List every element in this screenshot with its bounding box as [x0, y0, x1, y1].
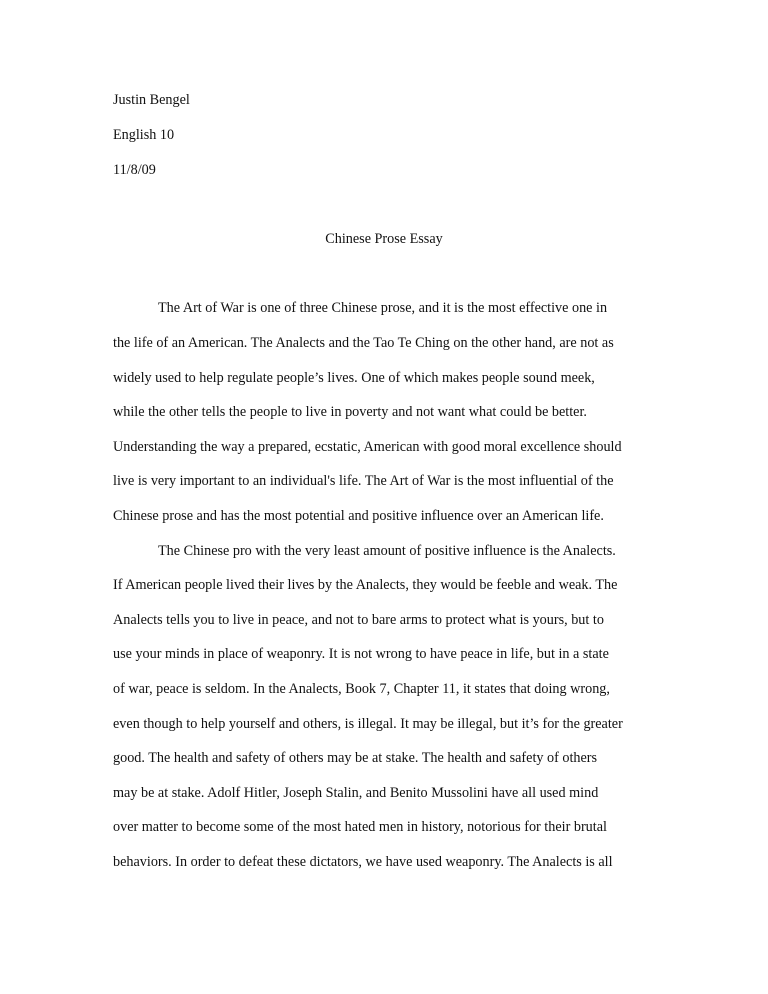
paragraph-1-line-7: Chinese prose and has the most potential and positive influence over an American life. — [113, 508, 604, 524]
paragraph-1-line-4: while the other tells the people to live in poverty and not want what could be better. — [113, 404, 587, 420]
paragraph-2-line-9: over matter to become some of the most hated men in history, notorious for their brutal — [113, 819, 607, 835]
paragraph-2-line-1: The Chinese pro with the very least amount of positive influence is the Analects. — [158, 543, 616, 559]
paragraph-1-line-5: Understanding the way a prepared, ecstatic, American with good moral excellence should — [113, 439, 622, 455]
paragraph-1-line-1: The Art of War is one of three Chinese prose, and it is the most effective one in — [158, 300, 608, 316]
date: 11/8/09 — [113, 162, 156, 178]
paragraph-2-line-3: Analects tells you to live in peace, and not to bare arms to protect what is yours, but to — [113, 612, 604, 628]
paragraph-2-line-2: If American people lived their lives by the Analects, they would be feeble and weak. The — [113, 577, 618, 593]
course-name: English 10 — [113, 127, 175, 143]
paragraph-2-line-10: behaviors. In order to defeat these dictators, we have used weaponry. The Analects is all — [113, 854, 613, 870]
paragraph-1-line-3: widely used to help regulate people’s lives. One of which makes people sound meek, — [113, 370, 595, 386]
paragraph-2-line-6: even though to help yourself and others, is illegal. It may be illegal, but it’s for the greater — [113, 716, 623, 732]
paragraph-2-line-4: use your minds in place of weaponry. It is not wrong to have peace in life, but in a state — [113, 646, 609, 662]
paragraph-2-line-5: of war, peace is seldom. In the Analects, Book 7, Chapter 11, it states that doing wrong, — [113, 681, 610, 697]
author-name: Justin Bengel — [113, 92, 190, 108]
essay-title: Chinese Prose Essay — [325, 231, 443, 247]
paragraph-1-line-2: the life of an American. The Analects and the Tao Te Ching on the other hand, are not as — [113, 335, 614, 351]
paragraph-2-line-8: may be at stake. Adolf Hitler, Joseph Stalin, and Benito Mussolini have all used mind — [113, 785, 599, 801]
paragraph-2-line-7: good. The health and safety of others may be at stake. The health and safety of others — [113, 750, 598, 766]
paragraph-1-line-6: live is very important to an individual's life. The Art of War is the most influential of the — [113, 473, 614, 489]
